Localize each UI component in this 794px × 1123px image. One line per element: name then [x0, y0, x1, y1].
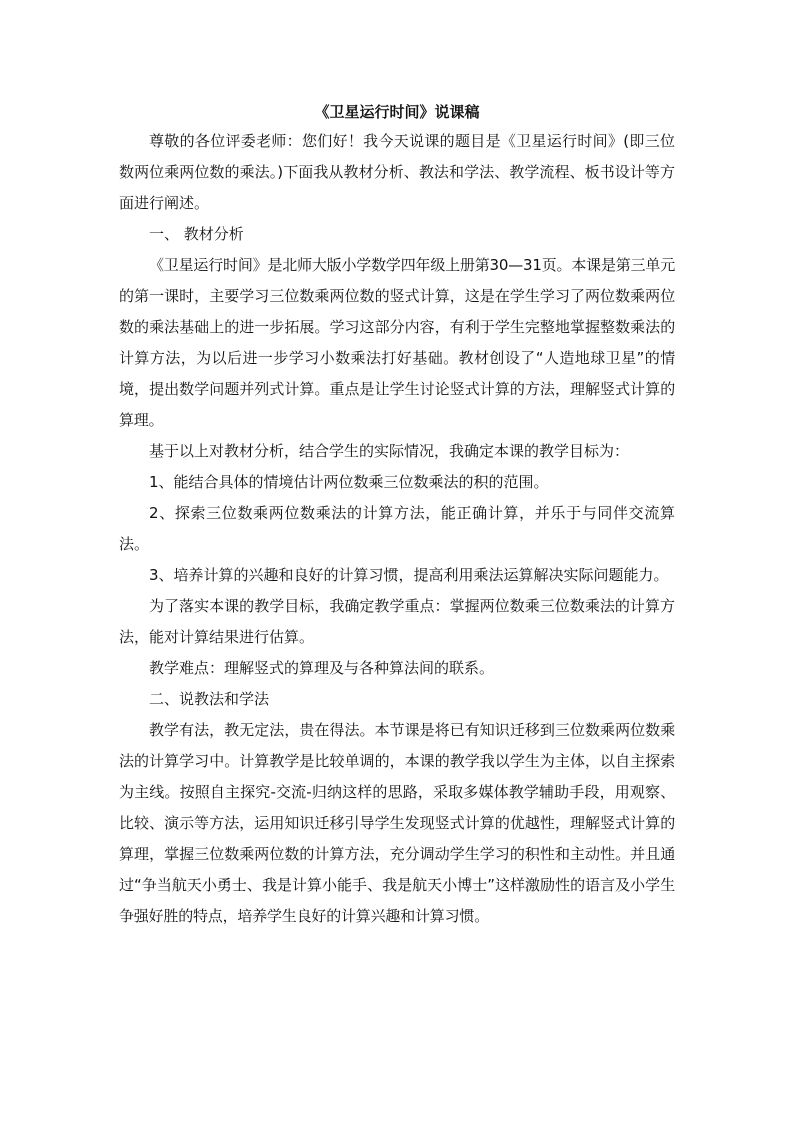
- intro-paragraph: 尊敬的各位评委老师：您们好！我今天说课的题目是《卫星运行时间》(即三位数两位乘两位数的乘法。)下面我从教材分析、教法和学法、教学流程、板书设计等方面进行阐述。: [119, 132, 675, 212]
- teaching-goal-1: 1、能结合具体的情境估计两位数乘三位数乘法的积的范围。: [149, 473, 549, 491]
- teaching-goals-intro: 基于以上对教材分析，结合学生的实际情况，我确定本课的教学目标为：: [149, 442, 630, 460]
- teaching-goal-2: 2、探索三位数乘两位数乘法的计算方法，能正确计算，并乐于与同伴交流算法。: [119, 504, 675, 553]
- document-title: 《卫星运行时间》说课稿: [314, 103, 480, 121]
- difficulty-paragraph: 教学难点：理解竖式的算理及与各种算法间的联系。: [149, 659, 495, 677]
- document-page: [119, 98, 675, 932]
- section-heading-methods: 二、说教法和学法: [149, 690, 270, 708]
- teaching-goal-3: 3、培养计算的兴趣和良好的计算习惯，提高利用乘法运算解决实际问题能力。: [149, 566, 669, 584]
- key-point-paragraph: 为了落实本课的教学目标，我确定教学重点：掌握两位数乘三位数乘法的计算方法，能对计算结果进行估算。: [119, 597, 675, 646]
- textbook-analysis-paragraph: 《卫星运行时间》是北师大版小学数学四年级上册第30—31页。本课是第三单元的第一课时，主要学习三位数乘两位数的竖式计算，这是在学生学习了两位数乘两位数的乘法基础上的进一步拓展。学习这部分内容，有利于学生完整地掌握整数乘法的计算方法，为以后进一步学习小数乘法打好基础。教材创设了“人造地球卫星”的情境，提出数学问题并列式计算。重点是让学生讨论竖式计算的方法，理解竖式计算的算理。: [119, 256, 675, 429]
- section-heading-textbook-analysis: 一、 教材分析: [149, 225, 244, 243]
- methods-paragraph: 教学有法，教无定法，贵在得法。本节课是将已有知识迁移到三位数乘两位数乘法的计算学习中。计算教学是比较单调的，本课的教学我以学生为主体，以自主探索为主线。按照自主探究-交流-归纳这样的思路，采取多媒体教学辅助手段，用观察、比较、演示等方法，运用知识迁移引导学生发现竖式计算的优越性，理解竖式计算的算理，掌握三位数乘两位数的计算方法，充分调动学生学习的积性和主动性。并且通过“争当航天小勇士、我是计算小能手、我是航天小博士”这样激励性的语言及小学生争强好胜的特点，培养学生良好的计算兴趣和计算习惯。: [119, 721, 675, 925]
